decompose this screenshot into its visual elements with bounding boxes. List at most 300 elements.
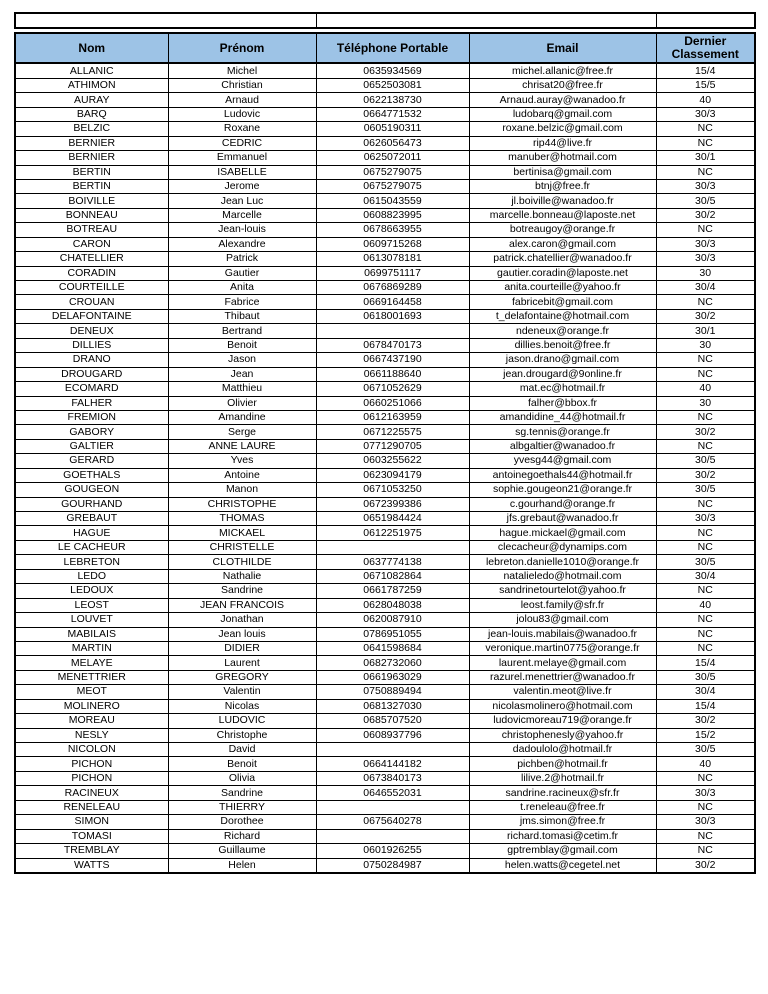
- cell-prenom: Richard: [168, 829, 316, 843]
- column-header-telephone: Téléphone Portable: [316, 33, 469, 63]
- table-row: [15, 743, 755, 757]
- cell-nom: GALTIER: [15, 439, 168, 453]
- cell-email: anita.courteille@yahoo.fr: [469, 281, 656, 295]
- cell-nom: DROUGARD: [15, 367, 168, 381]
- table-row: [15, 641, 755, 655]
- cell-prenom: Benoit: [168, 757, 316, 771]
- table-row: [15, 815, 755, 829]
- cell-classement: 30/2: [656, 309, 755, 323]
- cell-classement: 30/1: [656, 151, 755, 165]
- cell-telephone: 0637774138: [316, 555, 469, 569]
- cell-telephone: 0612163959: [316, 410, 469, 424]
- column-header-email: Email: [469, 33, 656, 63]
- cell-classement: 15/4: [656, 656, 755, 670]
- cell-email: jfs.grebaut@wanadoo.fr: [469, 512, 656, 526]
- cell-nom: BERTIN: [15, 179, 168, 193]
- table-row: [15, 656, 755, 670]
- cell-classement: NC: [656, 353, 755, 367]
- table-row: [15, 309, 755, 323]
- cell-prenom: Jason: [168, 353, 316, 367]
- table-row: [15, 93, 755, 107]
- cell-telephone: 0664771532: [316, 107, 469, 121]
- cell-email: helen.watts@cegetel.net: [469, 858, 656, 873]
- table-row: [15, 410, 755, 424]
- cell-nom: PICHON: [15, 757, 168, 771]
- cell-telephone: 0672399386: [316, 497, 469, 511]
- cell-email: gautier.coradin@laposte.net: [469, 266, 656, 280]
- cell-email: amandidine_44@hotmail.fr: [469, 410, 656, 424]
- cell-email: t_delafontaine@hotmail.com: [469, 309, 656, 323]
- top-strip-cell-right: [656, 13, 755, 28]
- cell-classement: NC: [656, 497, 755, 511]
- cell-prenom: David: [168, 743, 316, 757]
- cell-prenom: Anita: [168, 281, 316, 295]
- cell-nom: FREMION: [15, 410, 168, 424]
- cell-telephone: 0671053250: [316, 483, 469, 497]
- cell-nom: COURTEILLE: [15, 281, 168, 295]
- cell-email: patrick.chatellier@wanadoo.fr: [469, 252, 656, 266]
- cell-prenom: Dorothee: [168, 815, 316, 829]
- contact-table-container: [14, 12, 754, 874]
- table-row: [15, 526, 755, 540]
- cell-prenom: Helen: [168, 858, 316, 873]
- cell-classement: 30/3: [656, 179, 755, 193]
- table-row: [15, 540, 755, 554]
- table-row: [15, 266, 755, 280]
- table-row: [15, 324, 755, 338]
- cell-prenom: Jean louis: [168, 627, 316, 641]
- cell-nom: BARQ: [15, 107, 168, 121]
- cell-nom: GOUGEON: [15, 483, 168, 497]
- top-strip-cell-left: [15, 13, 316, 28]
- cell-email: michel.allanic@free.fr: [469, 63, 656, 78]
- cell-telephone: 0664144182: [316, 757, 469, 771]
- header-top-strip: [14, 12, 756, 29]
- cell-email: antoinegoethals44@hotmail.fr: [469, 468, 656, 482]
- cell-telephone: 0623094179: [316, 468, 469, 482]
- cell-telephone: 0628048038: [316, 598, 469, 612]
- cell-nom: MELAYE: [15, 656, 168, 670]
- cell-nom: LEOST: [15, 598, 168, 612]
- table-row: [15, 685, 755, 699]
- cell-prenom: Jonathan: [168, 613, 316, 627]
- cell-classement: NC: [656, 122, 755, 136]
- cell-telephone: 0750284987: [316, 858, 469, 873]
- table-row: [15, 584, 755, 598]
- cell-telephone: 0682732060: [316, 656, 469, 670]
- cell-classement: 30/2: [656, 208, 755, 222]
- table-row: [15, 179, 755, 193]
- cell-email: hague.mickael@gmail.com: [469, 526, 656, 540]
- cell-nom: TREMBLAY: [15, 844, 168, 858]
- cell-prenom: Michel: [168, 63, 316, 78]
- cell-nom: ECOMARD: [15, 382, 168, 396]
- cell-nom: LOUVET: [15, 613, 168, 627]
- table-row: [15, 165, 755, 179]
- cell-nom: CROUAN: [15, 295, 168, 309]
- cell-telephone: 0699751117: [316, 266, 469, 280]
- cell-classement: 40: [656, 757, 755, 771]
- cell-nom: ALLANIC: [15, 63, 168, 78]
- cell-prenom: Valentin: [168, 685, 316, 699]
- table-row: [15, 512, 755, 526]
- cell-prenom: Olivier: [168, 396, 316, 410]
- cell-nom: DILLIES: [15, 338, 168, 352]
- cell-classement: NC: [656, 829, 755, 843]
- cell-telephone: 0661787259: [316, 584, 469, 598]
- cell-classement: 30/3: [656, 512, 755, 526]
- cell-prenom: Fabrice: [168, 295, 316, 309]
- table-row: [15, 844, 755, 858]
- table-row: [15, 237, 755, 251]
- cell-email: lilive.2@hotmail.fr: [469, 771, 656, 785]
- cell-classement: 15/2: [656, 728, 755, 742]
- cell-classement: NC: [656, 439, 755, 453]
- cell-email: sandrinetourtelot@yahoo.fr: [469, 584, 656, 598]
- cell-nom: NICOLON: [15, 743, 168, 757]
- cell-prenom: Yves: [168, 454, 316, 468]
- cell-email: mat.ec@hotmail.fr: [469, 382, 656, 396]
- cell-nom: FALHER: [15, 396, 168, 410]
- cell-telephone: [316, 540, 469, 554]
- cell-nom: BERNIER: [15, 136, 168, 150]
- cell-telephone: 0671082864: [316, 569, 469, 583]
- cell-classement: NC: [656, 295, 755, 309]
- cell-prenom: Ludovic: [168, 107, 316, 121]
- cell-email: falher@bbox.fr: [469, 396, 656, 410]
- cell-prenom: ANNE LAURE: [168, 439, 316, 453]
- cell-email: veronique.martin0775@orange.fr: [469, 641, 656, 655]
- table-row: [15, 295, 755, 309]
- cell-email: c.gourhand@orange.fr: [469, 497, 656, 511]
- cell-telephone: [316, 324, 469, 338]
- cell-telephone: 0622138730: [316, 93, 469, 107]
- cell-telephone: 0612251975: [316, 526, 469, 540]
- table-row: [15, 468, 755, 482]
- cell-telephone: 0641598684: [316, 641, 469, 655]
- cell-email: jl.boiville@wanadoo.fr: [469, 194, 656, 208]
- cell-classement: NC: [656, 410, 755, 424]
- cell-email: chrisat20@free.fr: [469, 78, 656, 92]
- cell-telephone: [316, 829, 469, 843]
- cell-prenom: Olivia: [168, 771, 316, 785]
- cell-email: t.reneleau@free.fr: [469, 800, 656, 814]
- cell-nom: CHATELLIER: [15, 252, 168, 266]
- cell-prenom: CEDRIC: [168, 136, 316, 150]
- cell-prenom: CHRISTELLE: [168, 540, 316, 554]
- cell-nom: MABILAIS: [15, 627, 168, 641]
- cell-classement: 30/5: [656, 743, 755, 757]
- cell-classement: NC: [656, 641, 755, 655]
- cell-email: bertinisa@gmail.com: [469, 165, 656, 179]
- cell-email: jason.drano@gmail.com: [469, 353, 656, 367]
- cell-classement: NC: [656, 223, 755, 237]
- cell-email: albgaltier@wanadoo.fr: [469, 439, 656, 453]
- cell-email: jolou83@gmail.com: [469, 613, 656, 627]
- cell-classement: 30/3: [656, 815, 755, 829]
- cell-email: dadoulolo@hotmail.fr: [469, 743, 656, 757]
- cell-prenom: Jean-louis: [168, 223, 316, 237]
- cell-telephone: 0608823995: [316, 208, 469, 222]
- cell-classement: NC: [656, 800, 755, 814]
- cell-telephone: [316, 743, 469, 757]
- table-row: [15, 786, 755, 800]
- cell-nom: DRANO: [15, 353, 168, 367]
- cell-telephone: 0635934569: [316, 63, 469, 78]
- cell-prenom: THIERRY: [168, 800, 316, 814]
- cell-email: jean-louis.mabilais@wanadoo.fr: [469, 627, 656, 641]
- cell-email: razurel.menettrier@wanadoo.fr: [469, 670, 656, 684]
- cell-prenom: Sandrine: [168, 786, 316, 800]
- cell-classement: 30/4: [656, 569, 755, 583]
- cell-prenom: Nicolas: [168, 699, 316, 713]
- cell-classement: 15/4: [656, 699, 755, 713]
- cell-nom: DENEUX: [15, 324, 168, 338]
- cell-email: valentin.meot@live.fr: [469, 685, 656, 699]
- cell-nom: RACINEUX: [15, 786, 168, 800]
- cell-prenom: Serge: [168, 425, 316, 439]
- table-row: [15, 78, 755, 92]
- cell-email: rip44@live.fr: [469, 136, 656, 150]
- cell-classement: 30/5: [656, 555, 755, 569]
- cell-telephone: 0651984424: [316, 512, 469, 526]
- cell-email: dillies.benoit@free.fr: [469, 338, 656, 352]
- table-row: [15, 353, 755, 367]
- cell-classement: 30: [656, 396, 755, 410]
- cell-email: natalieledo@hotmail.com: [469, 569, 656, 583]
- cell-nom: GERARD: [15, 454, 168, 468]
- cell-prenom: Jean Luc: [168, 194, 316, 208]
- cell-nom: CORADIN: [15, 266, 168, 280]
- contacts-table-header: [15, 33, 755, 63]
- table-row: [15, 699, 755, 713]
- cell-prenom: Sandrine: [168, 584, 316, 598]
- cell-nom: BOTREAU: [15, 223, 168, 237]
- cell-prenom: Gautier: [168, 266, 316, 280]
- table-row: [15, 107, 755, 121]
- table-row: [15, 771, 755, 785]
- cell-email: jean.drougard@9online.fr: [469, 367, 656, 381]
- cell-telephone: 0675640278: [316, 815, 469, 829]
- cell-prenom: Christophe: [168, 728, 316, 742]
- table-row: [15, 598, 755, 612]
- table-row: [15, 800, 755, 814]
- cell-classement: 40: [656, 93, 755, 107]
- cell-telephone: 0669164458: [316, 295, 469, 309]
- table-row: [15, 454, 755, 468]
- cell-nom: MOREAU: [15, 714, 168, 728]
- cell-nom: CARON: [15, 237, 168, 251]
- header-row: [15, 33, 755, 63]
- cell-email: fabricebit@gmail.com: [469, 295, 656, 309]
- table-row: [15, 497, 755, 511]
- cell-classement: 30/3: [656, 786, 755, 800]
- table-row: [15, 63, 755, 78]
- cell-email: manuber@hotmail.com: [469, 151, 656, 165]
- cell-telephone: 0626056473: [316, 136, 469, 150]
- cell-email: ludobarq@gmail.com: [469, 107, 656, 121]
- cell-email: alex.caron@gmail.com: [469, 237, 656, 251]
- cell-prenom: Amandine: [168, 410, 316, 424]
- table-row: [15, 670, 755, 684]
- table-row: [15, 136, 755, 150]
- cell-email: gptremblay@gmail.com: [469, 844, 656, 858]
- cell-nom: GOETHALS: [15, 468, 168, 482]
- table-row: [15, 208, 755, 222]
- cell-prenom: Roxane: [168, 122, 316, 136]
- cell-classement: 30/5: [656, 194, 755, 208]
- cell-email: pichben@hotmail.fr: [469, 757, 656, 771]
- cell-nom: BOIVILLE: [15, 194, 168, 208]
- table-row: [15, 396, 755, 410]
- cell-telephone: 0671052629: [316, 382, 469, 396]
- cell-nom: LE CACHEUR: [15, 540, 168, 554]
- cell-classement: 30/5: [656, 454, 755, 468]
- cell-classement: 15/5: [656, 78, 755, 92]
- cell-classement: 30: [656, 266, 755, 280]
- cell-nom: AURAY: [15, 93, 168, 107]
- cell-classement: NC: [656, 526, 755, 540]
- cell-telephone: 0661963029: [316, 670, 469, 684]
- cell-email: marcelle.bonneau@laposte.net: [469, 208, 656, 222]
- cell-nom: MEOT: [15, 685, 168, 699]
- top-strip-cell-middle: [316, 13, 656, 28]
- cell-nom: GREBAUT: [15, 512, 168, 526]
- cell-classement: 30/5: [656, 670, 755, 684]
- cell-nom: PICHON: [15, 771, 168, 785]
- cell-prenom: Christian: [168, 78, 316, 92]
- table-row: [15, 555, 755, 569]
- cell-classement: NC: [656, 165, 755, 179]
- cell-nom: LEDOUX: [15, 584, 168, 598]
- cell-email: sg.tennis@orange.fr: [469, 425, 656, 439]
- cell-telephone: 0671225575: [316, 425, 469, 439]
- cell-telephone: 0673840173: [316, 771, 469, 785]
- cell-telephone: 0603255622: [316, 454, 469, 468]
- cell-nom: TOMASI: [15, 829, 168, 843]
- cell-classement: NC: [656, 771, 755, 785]
- cell-nom: ATHIMON: [15, 78, 168, 92]
- cell-prenom: DIDIER: [168, 641, 316, 655]
- column-header-dernier-classement: Dernier Classement: [656, 33, 755, 63]
- cell-telephone: 0667437190: [316, 353, 469, 367]
- cell-classement: 40: [656, 382, 755, 396]
- cell-telephone: 0678470173: [316, 338, 469, 352]
- cell-nom: SIMON: [15, 815, 168, 829]
- cell-telephone: 0681327030: [316, 699, 469, 713]
- cell-prenom: ISABELLE: [168, 165, 316, 179]
- cell-prenom: Laurent: [168, 656, 316, 670]
- table-row: [15, 367, 755, 381]
- cell-telephone: 0615043559: [316, 194, 469, 208]
- cell-prenom: Alexandre: [168, 237, 316, 251]
- table-row: [15, 382, 755, 396]
- top-strip-row: [15, 13, 755, 28]
- cell-classement: 30/5: [656, 483, 755, 497]
- cell-prenom: LUDOVIC: [168, 714, 316, 728]
- column-header-prenom: Prénom: [168, 33, 316, 63]
- table-row: [15, 151, 755, 165]
- table-row: [15, 439, 755, 453]
- table-row: [15, 252, 755, 266]
- cell-prenom: Marcelle: [168, 208, 316, 222]
- cell-classement: 30/4: [656, 281, 755, 295]
- cell-classement: 30/2: [656, 858, 755, 873]
- table-row: [15, 194, 755, 208]
- cell-email: clecacheur@dynamips.com: [469, 540, 656, 554]
- table-row: [15, 627, 755, 641]
- cell-nom: WATTS: [15, 858, 168, 873]
- cell-email: Arnaud.auray@wanadoo.fr: [469, 93, 656, 107]
- cell-telephone: [316, 800, 469, 814]
- cell-telephone: 0660251066: [316, 396, 469, 410]
- cell-prenom: Thibaut: [168, 309, 316, 323]
- cell-classement: 30/2: [656, 468, 755, 482]
- cell-nom: BONNEAU: [15, 208, 168, 222]
- cell-prenom: Benoit: [168, 338, 316, 352]
- cell-telephone: 0771290705: [316, 439, 469, 453]
- cell-prenom: MICKAEL: [168, 526, 316, 540]
- cell-telephone: 0646552031: [316, 786, 469, 800]
- cell-telephone: 0605190311: [316, 122, 469, 136]
- cell-nom: MOLINERO: [15, 699, 168, 713]
- table-row: [15, 858, 755, 873]
- cell-telephone: 0685707520: [316, 714, 469, 728]
- cell-telephone: 0609715268: [316, 237, 469, 251]
- cell-email: christophenesly@yahoo.fr: [469, 728, 656, 742]
- cell-nom: DELAFONTAINE: [15, 309, 168, 323]
- cell-telephone: 0750889494: [316, 685, 469, 699]
- cell-classement: NC: [656, 540, 755, 554]
- cell-classement: 30/3: [656, 237, 755, 251]
- cell-telephone: 0618001693: [316, 309, 469, 323]
- cell-nom: LEBRETON: [15, 555, 168, 569]
- cell-prenom: Patrick: [168, 252, 316, 266]
- cell-classement: 30/3: [656, 252, 755, 266]
- table-row: [15, 569, 755, 583]
- column-header-nom: Nom: [15, 33, 168, 63]
- cell-email: leost.family@sfr.fr: [469, 598, 656, 612]
- cell-telephone: 0661188640: [316, 367, 469, 381]
- table-row: [15, 223, 755, 237]
- cell-nom: MARTIN: [15, 641, 168, 655]
- cell-telephone: 0676869289: [316, 281, 469, 295]
- cell-prenom: Emmanuel: [168, 151, 316, 165]
- table-row: [15, 338, 755, 352]
- cell-prenom: Antoine: [168, 468, 316, 482]
- cell-telephone: 0608937796: [316, 728, 469, 742]
- cell-classement: NC: [656, 367, 755, 381]
- cell-prenom: Jerome: [168, 179, 316, 193]
- cell-email: botreaugoy@orange.fr: [469, 223, 656, 237]
- table-row: [15, 483, 755, 497]
- cell-telephone: 0675279075: [316, 165, 469, 179]
- cell-nom: BERNIER: [15, 151, 168, 165]
- cell-telephone: 0652503081: [316, 78, 469, 92]
- cell-email: btnj@free.fr: [469, 179, 656, 193]
- cell-classement: 30/2: [656, 714, 755, 728]
- cell-nom: RENELEAU: [15, 800, 168, 814]
- cell-classement: NC: [656, 844, 755, 858]
- cell-nom: LEDO: [15, 569, 168, 583]
- cell-nom: NESLY: [15, 728, 168, 742]
- cell-prenom: Arnaud: [168, 93, 316, 107]
- table-row: [15, 714, 755, 728]
- table-row: [15, 757, 755, 771]
- cell-classement: 30/2: [656, 425, 755, 439]
- cell-classement: 30: [656, 338, 755, 352]
- cell-email: roxane.belzic@gmail.com: [469, 122, 656, 136]
